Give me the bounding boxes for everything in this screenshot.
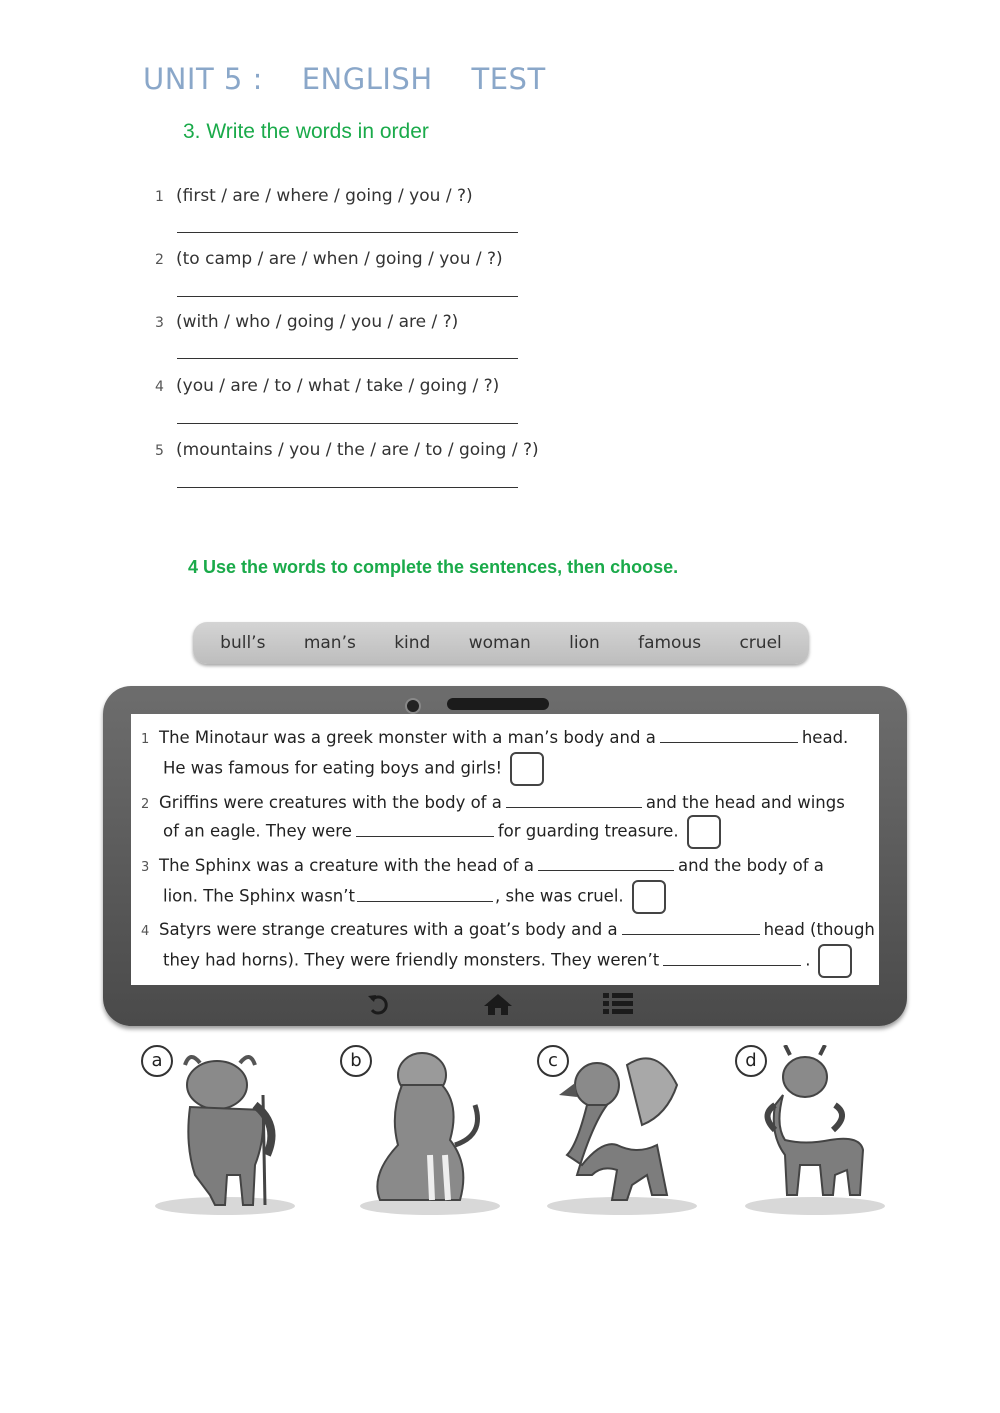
picture-letter: c (537, 1045, 569, 1077)
answer-checkbox[interactable] (632, 880, 666, 914)
exercise-3-item (155, 376, 499, 396)
answer-line[interactable] (177, 423, 518, 424)
sentence-text: The Sphinx was a creature with the head of a (159, 856, 534, 875)
sentence-3-line-2 (163, 880, 666, 914)
sentence-text: head. (801, 728, 849, 747)
satyr-illustration (745, 1045, 885, 1215)
sentence-text: and the head and wings (645, 793, 845, 812)
item-number: 3 (155, 315, 164, 331)
sentence-3-line-1 (141, 856, 824, 875)
answer-blank[interactable] (356, 822, 494, 837)
sentence-number: 1 (141, 732, 150, 747)
answer-checkbox[interactable] (510, 752, 544, 786)
picture-letter: d (735, 1045, 767, 1077)
back-icon[interactable] (366, 992, 392, 1021)
sentence-number: 3 (141, 860, 150, 875)
word-bank-item[interactable]: kind (394, 633, 431, 653)
item-prompt: (to camp / are / when / going / you / ?) (176, 249, 503, 269)
word-bank-item[interactable]: woman (468, 633, 531, 653)
answer-blank[interactable] (660, 728, 798, 743)
sentence-text: they had horns). They were friendly monsters. They weren’t (163, 950, 660, 970)
item-prompt: (mountains / you / the / are / to / going / ?) (176, 440, 539, 460)
sentence-4-line-2 (163, 944, 852, 978)
sentence-text: Satyrs were strange creatures with a goat’s body and a (159, 920, 618, 939)
sentence-text: of an eagle. They were (163, 821, 352, 841)
sentence-text: . (805, 950, 811, 970)
exercise-3-item (155, 186, 473, 206)
answer-checkbox[interactable] (687, 815, 721, 849)
sentence-1-line-2 (163, 752, 544, 786)
minotaur-illustration (155, 1045, 295, 1215)
word-bank-item[interactable]: bull’s (220, 633, 266, 653)
tablet-frame (103, 686, 907, 1026)
answer-line[interactable] (177, 296, 518, 297)
camera-icon (405, 698, 421, 714)
word-bank-item[interactable]: famous (638, 633, 702, 653)
sentence-text: head (though (763, 920, 875, 939)
sentence-number: 4 (141, 924, 150, 939)
answer-line[interactable] (177, 232, 518, 233)
griffin-illustration (547, 1045, 697, 1215)
item-prompt: (you / are / to / what / take / going / ?) (176, 376, 500, 396)
sentence-text: for guarding treasure. (497, 821, 679, 841)
sentence-1-line-1 (141, 728, 848, 747)
sentence-text: , she was cruel. (494, 886, 624, 906)
tablet-screen (131, 714, 879, 985)
item-number: 2 (155, 252, 164, 268)
sentence-number: 2 (141, 797, 150, 812)
answer-blank[interactable] (622, 920, 760, 935)
exercise-3-item (155, 312, 458, 332)
answer-blank[interactable] (506, 793, 642, 808)
exercise-4-title: 4 Use the words to complete the sentences, then choose. (188, 557, 679, 577)
exercise-3-item (155, 440, 539, 460)
sentence-text: and the body of a (677, 856, 824, 875)
answer-blank[interactable] (663, 951, 801, 966)
picture-letter: b (340, 1045, 372, 1077)
speaker-icon (447, 698, 549, 710)
exercise-3-title: 3. Write the words in order (183, 120, 429, 143)
answer-blank[interactable] (357, 887, 493, 902)
exercise-3-item (155, 249, 503, 269)
sentence-2-line-2 (163, 815, 721, 849)
sentence-text: The Minotaur was a greek monster with a man’s body and a (159, 728, 656, 747)
item-prompt: (with / who / going / you / are / ?) (176, 312, 459, 332)
word-bank-item[interactable]: man’s (303, 633, 356, 653)
item-number: 5 (155, 443, 164, 459)
answer-line[interactable] (177, 487, 518, 488)
sentence-text: He was famous for eating boys and girls! (163, 758, 503, 778)
sentence-text: Griffins were creatures with the body of a (159, 793, 502, 812)
sentence-text: lion. The Sphinx wasn’t (163, 886, 355, 906)
word-bank (193, 622, 809, 664)
picture-letter: a (141, 1045, 173, 1077)
item-prompt: (first / are / where / going / you / ?) (176, 186, 473, 206)
word-bank-item[interactable]: cruel (739, 633, 782, 653)
sphinx-illustration (360, 1045, 500, 1215)
word-bank-item[interactable]: lion (569, 633, 600, 653)
sentence-2-line-1 (141, 793, 845, 812)
home-icon[interactable] (483, 992, 513, 1021)
sentence-4-line-1 (141, 920, 875, 939)
answer-line[interactable] (177, 358, 518, 359)
menu-icon[interactable] (603, 992, 633, 1019)
answer-checkbox[interactable] (818, 944, 852, 978)
page-title: UNIT 5 : ENGLISH TEST (143, 62, 546, 96)
answer-blank[interactable] (538, 856, 674, 871)
item-number: 1 (155, 189, 164, 205)
item-number: 4 (155, 379, 164, 395)
